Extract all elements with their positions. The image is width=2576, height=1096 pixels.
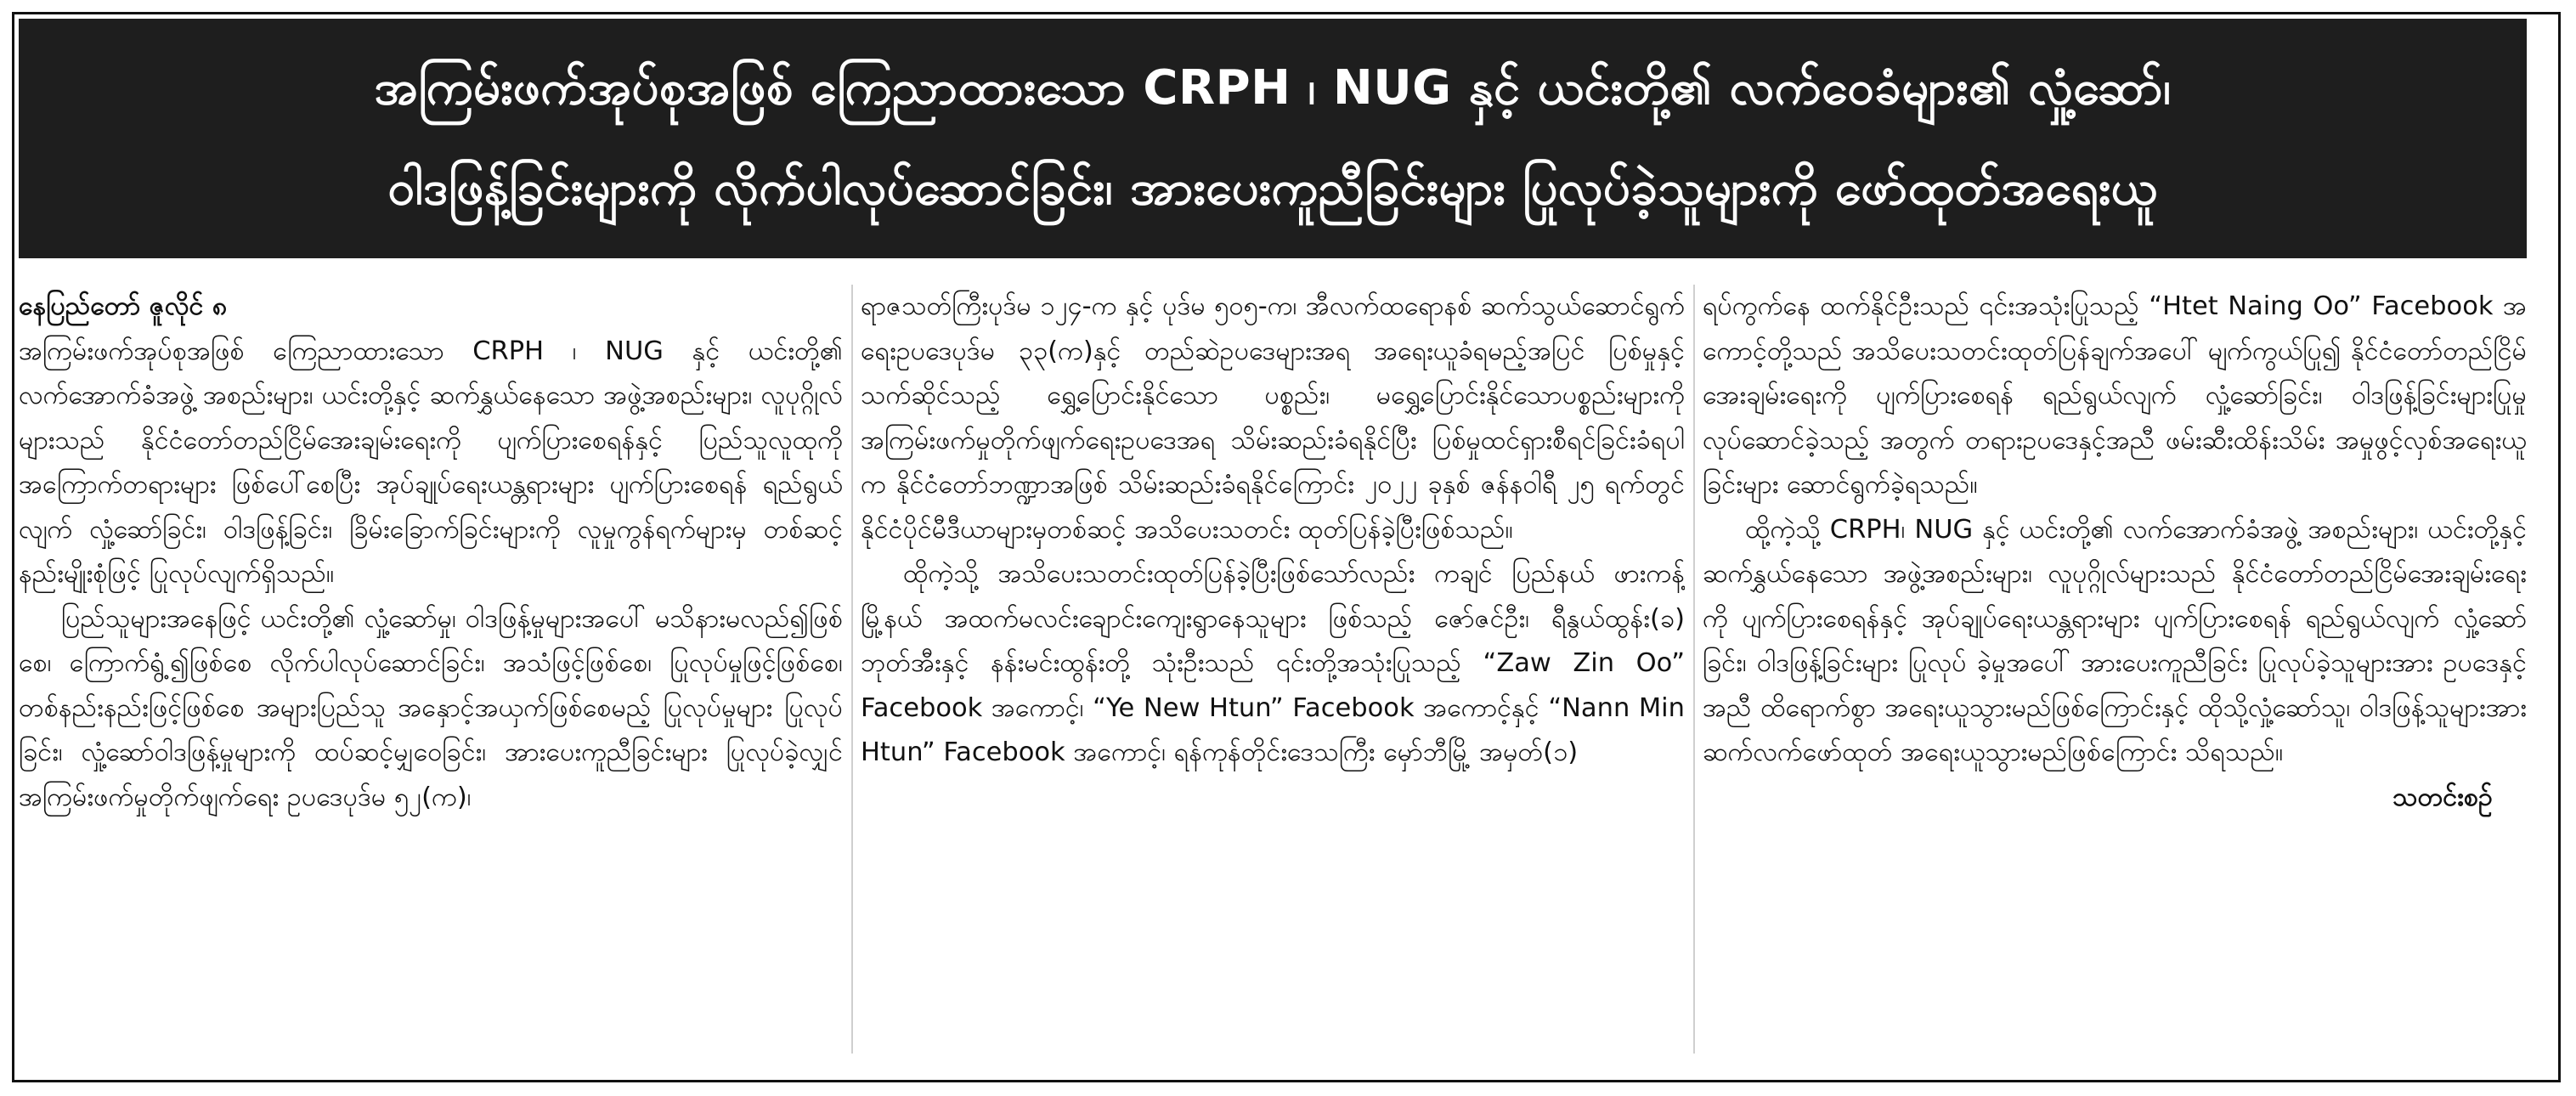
paragraph-text: အကြမ်းဖက်အုပ်စုအဖြစ် ကြေညာထားသော CRPH ၊ NUG နှင့် ယင်းတို့၏ လက်အောက်ခံအဖွဲ့ အစည်းများ၊ ယင်းတို့နှင့် ဆက်နွှယ်နေသော အဖွဲ့အစည်းများ၊ လူပုဂ္ဂိုလ်များသည် နိုင်ငံတော်တည်ငြိမ်အေးချမ်းရေးကို ပျက်ပြားစေရန်နှင့် ပြည်သူလူထုကို အကြောက်တရားများ ဖြစ်ပေါ်စေပြီး အုပ်ချုပ်ရေးယန္တရားများ ပျက်ပြားစေရန် ရည်ရွယ်လျက် လှုံ့ဆော်ခြင်း၊ ဝါဒဖြန့်ခြင်း၊ ခြိမ်းခြောက်ခြင်းများကို လူမှုကွန်ရက်များမှ တစ်ဆင့် နည်းမျိုးစုံဖြင့် ပြုလုပ်လျက်ရှိသည်။ [19,336,843,589]
column-divider [1693,285,1695,1054]
paragraph: ပြည်သူများအနေဖြင့် ယင်းတို့၏ လှုံ့ဆော်မှု၊ ဝါဒဖြန့်မှုများအပေါ် မသိနားမလည်၍ဖြစ်စေ၊ ကြောက်ရွံ့၍ဖြစ်စေ လိုက်ပါလုပ်ဆောင်ခြင်း၊ အသံဖြင့်ဖြစ်စေ၊ ပြုလုပ်မှုဖြင့်ဖြစ်စေ၊ တစ်နည်းနည်းဖြင့်ဖြစ်စေ အများပြည်သူ အနှောင့်အယှက်ဖြစ်စေမည့် ပြုလုပ်မှုများ ပြုလုပ်ခြင်း၊ လှုံ့ဆော်ဝါဒဖြန့်မှုများကို ထပ်ဆင့်မျှဝေခြင်း၊ အားပေးကူညီခြင်းများ ပြုလုပ်ခဲ့လျှင် အကြမ်းဖက်မှုတိုက်ဖျက်ရေး ဥပဒေပုဒ်မ ၅၂(က)၊ [19,603,843,812]
column-divider [851,285,853,1054]
paragraph: ရပ်ကွက်နေ ထက်နိုင်ဦးသည် ၎င်းအသုံးပြုသည့် “Htet Naing Oo” Facebook အကောင့်တို့သည် အသိပေးသတင်းထုတ်ပြန်ချက်အပေါ် မျက်ကွယ်ပြု၍ နိုင်ငံတော်တည်ငြိမ်အေးချမ်းရေးကို ပျက်ပြားစေရန် ရည်ရွယ်လျက် လှုံ့ဆော်ခြင်း၊ ဝါဒဖြန့်ခြင်းများပြုမှု လုပ်ဆောင်ခဲ့သည့် အတွက် တရားဥပဒေနှင့်အညီ ဖမ်းဆီးထိန်းသိမ်း အမှုဖွင့်လှစ်အရေးယူ ခြင်းများ ဆောင်ရွက်ခဲ့ရသည်။ [1703,291,2527,500]
article-column-2 [861,285,1685,1054]
byline: သတင်းစဉ် [2392,782,2493,812]
paragraph: ထို့ကဲ့သို့ CRPH၊ NUG နှင့် ယင်းတို့၏ လက်အောက်ခံအဖွဲ့ အစည်းများ၊ ယင်းတို့နှင့် ဆက်နွှယ်နေသော အဖွဲ့အစည်းများ၊ လူပုဂ္ဂိုလ်များသည် နိုင်ငံတော်တည်ငြိမ်အေးချမ်းရေးကို ပျက်ပြားစေရန်နှင့် အုပ်ချုပ်ရေးယန္တရားများ ပျက်ပြားစေရန် ရည်ရွယ်လျက် လှုံ့ဆော်ခြင်း၊ ဝါဒဖြန့်ခြင်းများ ပြုလုပ် ခဲ့မှုအပေါ် အားပေးကူညီခြင်း ပြုလုပ်ခဲ့သူများအား ဥပဒေနှင့်အညီ ထိရောက်စွာ အရေးယူသွားမည်ဖြစ်ကြောင်းနှင့် ထိုသို့လှုံ့ဆော်သူ၊ ဝါဒဖြန့်သူများအား ဆက်လက်ဖော်ထုတ် အရေးယူသွားမည်ဖြစ်ကြောင်း သိရသည်။ [1703,514,2527,767]
article-column-1 [19,285,843,1054]
headline-banner [19,19,2527,258]
paragraph: ရာဇသတ်ကြီးပုဒ်မ ၁၂၄-က နှင့် ပုဒ်မ ၅၀၅-က၊ အီလက်ထရောနစ် ဆက်သွယ်ဆောင်ရွက်ရေးဥပဒေပုဒ်မ ၃၃(က)နှင့် တည်ဆဲဥပဒေများအရ အရေးယူခံရမည့်အပြင် ပြစ်မှုနှင့်သက်ဆိုင်သည့် ရွှေ့ပြောင်းနိုင်သော ပစ္စည်း၊ မရွှေ့ပြောင်းနိုင်သောပစ္စည်းများကို အကြမ်းဖက်မှုတိုက်ဖျက်ရေးဥပဒေအရ သိမ်းဆည်းခံရနိုင်ပြီး ပြစ်မှုထင်ရှားစီရင်ခြင်းခံရပါက နိုင်ငံတော်ဘဏ္ဍာအဖြစ် သိမ်းဆည်းခံရနိုင်ကြောင်း ၂၀၂၂ ခုနှစ် ဇန်နဝါရီ ၂၅ ရက်တွင် နိုင်ငံပိုင်မီဒီယာများမှတစ်ဆင့် အသိပေးသတင်း ထုတ်ပြန်ခဲ့ပြီးဖြစ်သည်။ [861,291,1685,545]
headline-line-1: အကြမ်းဖက်အုပ်စုအဖြစ် ကြေညာထားသော CRPH ၊ NUG နှင့် ယင်းတို့၏ လက်ဝေခံများ၏ လှုံ့ဆော်၊ [374,60,2172,116]
headline-line-2: ဝါဒဖြန့်ခြင်းများကို လိုက်ပါလုပ်ဆောင်ခြင်း၊ အားပေးကူညီခြင်းများ ပြုလုပ်ခဲ့သူများကို ဖော်ထုတ်အရေးယူ [387,161,2158,216]
dateline: နေပြည်တော် ဇူလိုင် ၈ [19,291,228,321]
paragraph [19,285,843,597]
article-column-3 [1703,285,2527,1054]
paragraph: ထိုကဲ့သို့ အသိပေးသတင်းထုတ်ပြန်ခဲ့ပြီးဖြစ်သော်လည်း ကချင် ပြည်နယ် ဖားကန့်မြို့နယ် အထက်မလင်းချောင်းကျေးရွာနေသူများ ဖြစ်သည့် ဇော်ဇင်ဦး၊ ရီနွယ်ထွန်း(ခ) ဘုတ်အီးနှင့် နန်းမင်းထွန်းတို့ သုံးဦးသည် ၎င်းတို့အသုံးပြုသည့် “Zaw Zin Oo” Facebook အကောင့်၊ “Ye New Htun” Facebook အကောင့်နှင့် “Nann Min Htun” Facebook အကောင့်၊ ရန်ကုန်တိုင်းဒေသကြီး မှော်ဘီမြို့ အမှတ်(၁) [861,559,1685,767]
article-body [19,285,2527,1054]
